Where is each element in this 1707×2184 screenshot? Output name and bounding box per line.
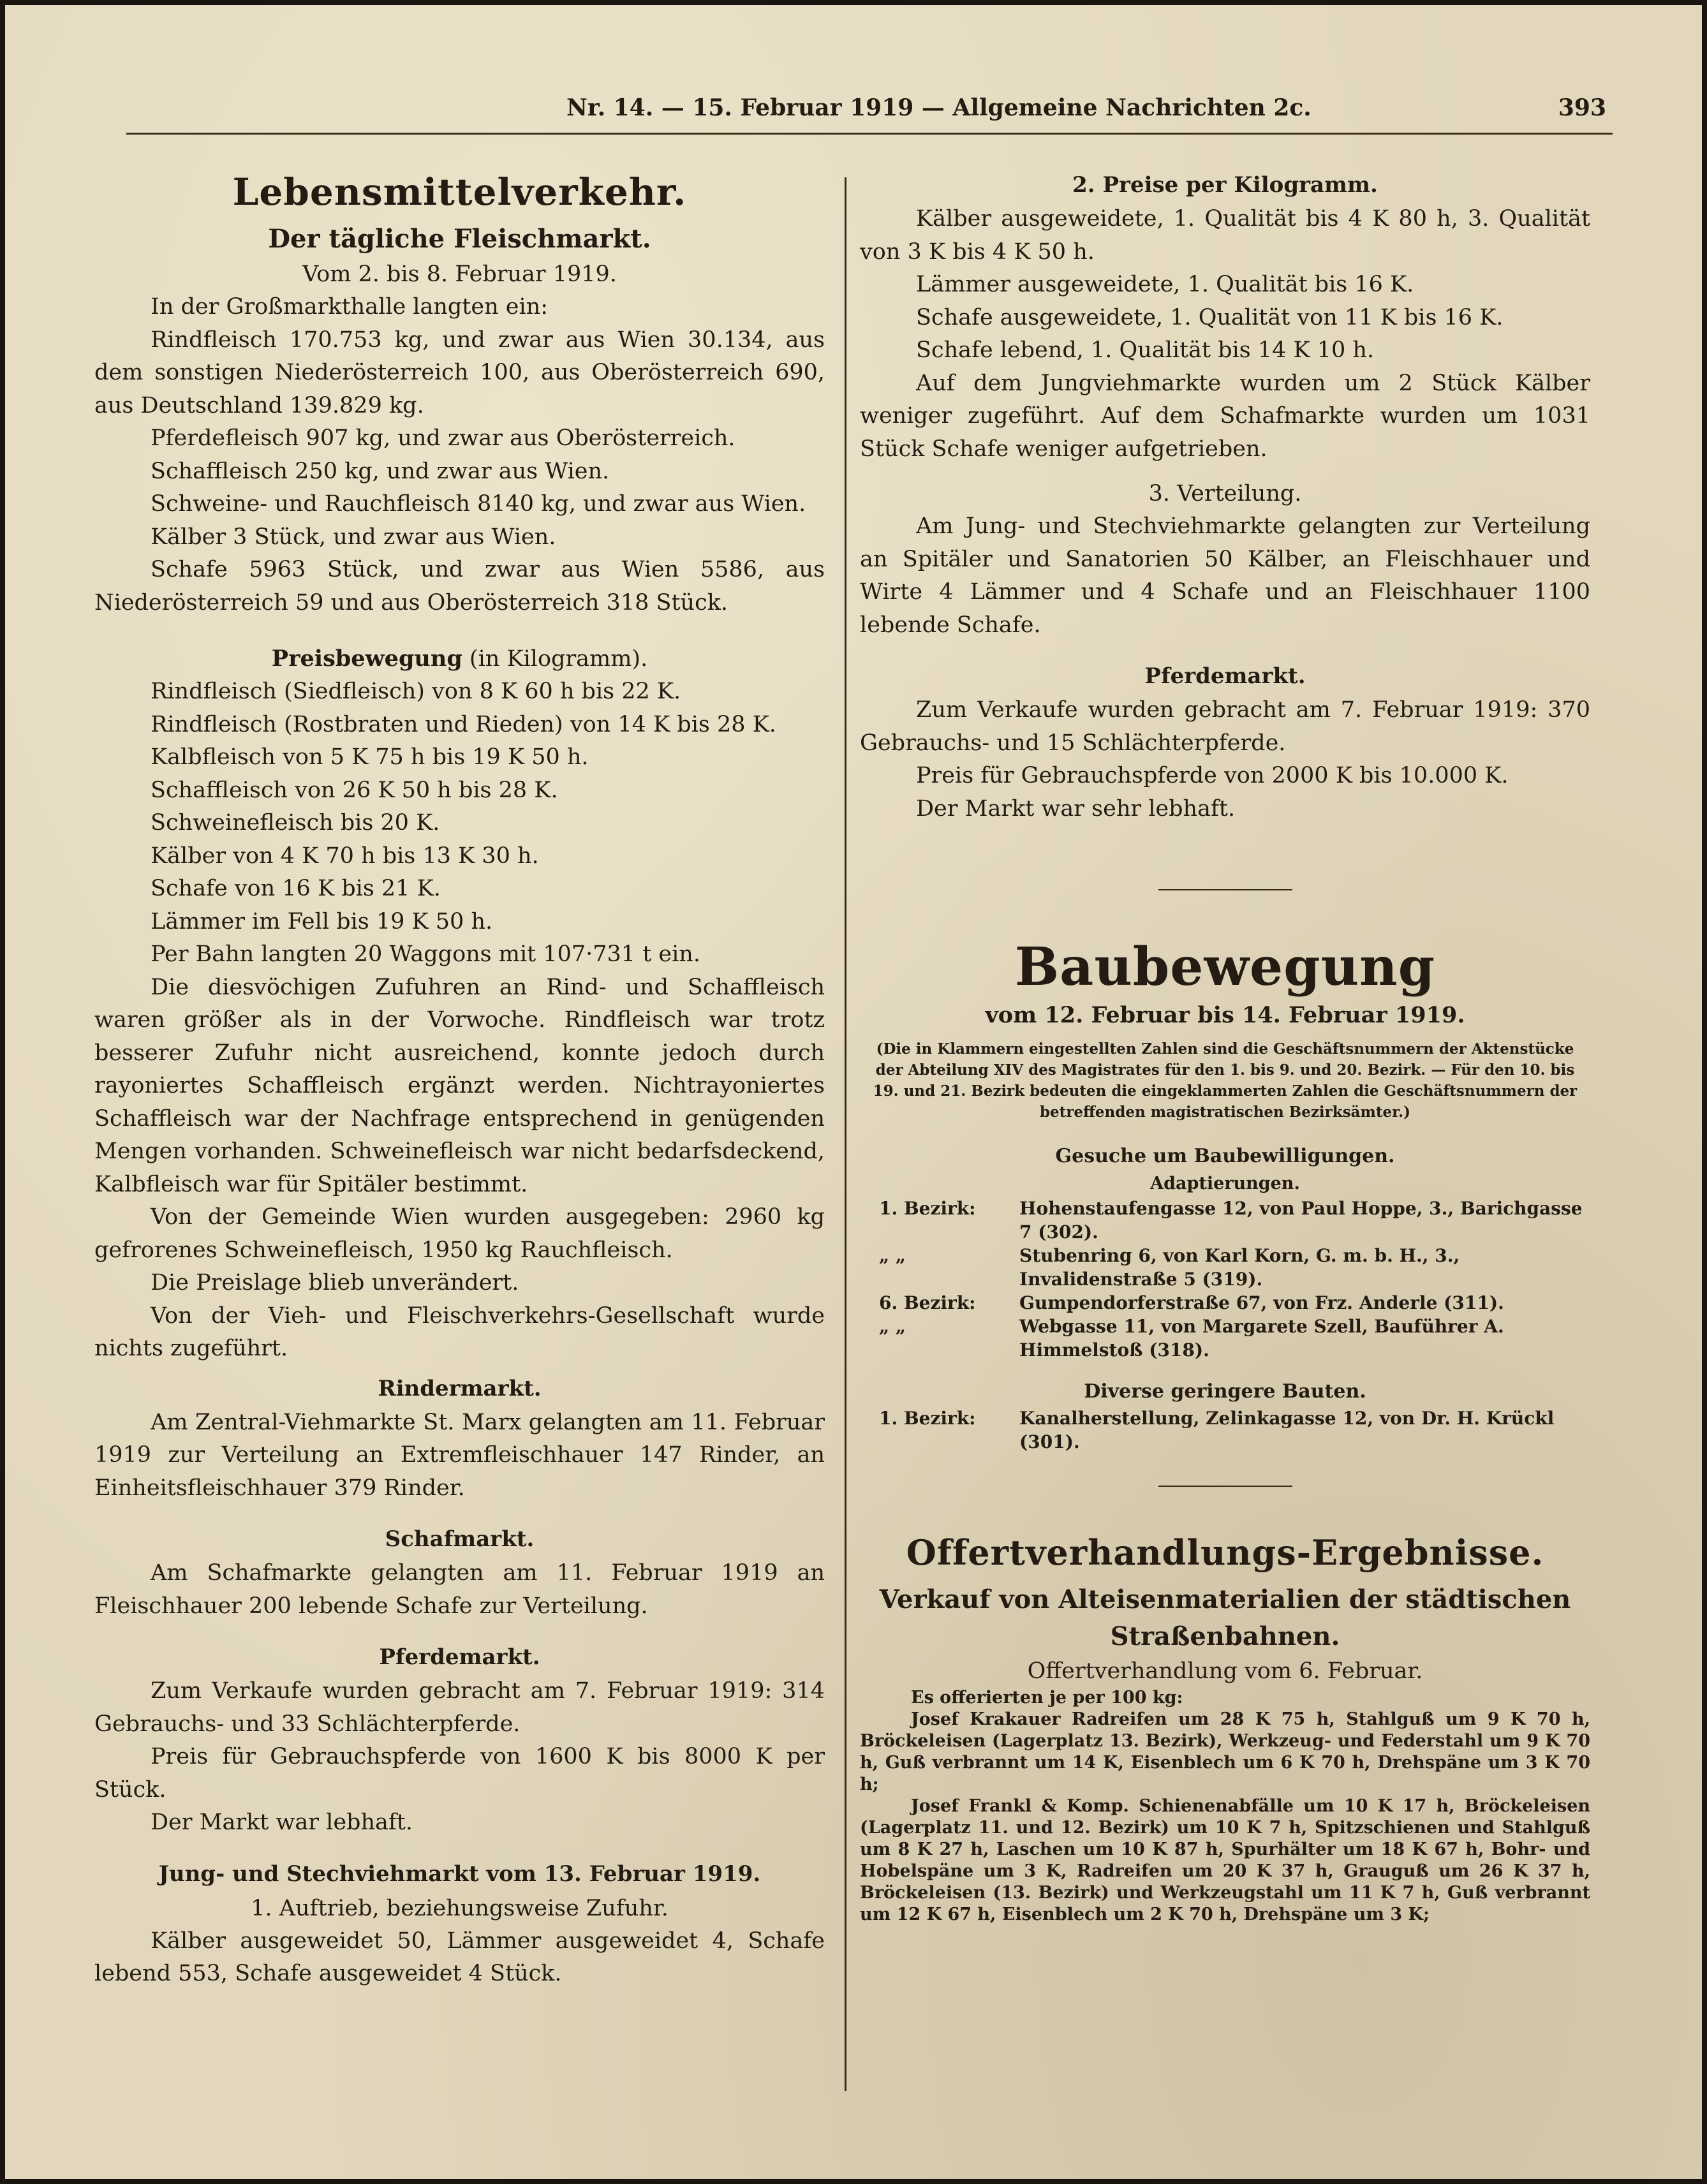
- bau-row: [860, 1244, 1590, 1291]
- section-title-lebensmittel: Lebensmittelverkehr.: [232, 170, 687, 214]
- preis-item: Schweinefleisch bis 20 K.: [151, 810, 440, 836]
- pferdemarkt-right-text: Zum Verkaufe wurden gebracht am 7. Februar 1919: 370 Gebrauchs- und 15 Schlächterpferde.: [860, 697, 1590, 756]
- pferdemarkt-text: Zum Verkaufe wurden gebracht am 7. Februar 1919: 314 Gebrauchs- und 33 Schlächterpferde.: [94, 1678, 825, 1737]
- preis-item: Per Bahn langten 20 Waggons mit 107·731 t ein.: [151, 941, 700, 967]
- pferdemarkt-right-text: Preis für Gebrauchspferde von 2000 K bis 10.000 K.: [916, 763, 1509, 788]
- schafe-text: Schafe 5963 Stück, und zwar aus Wien 5586, aus Niederösterreich 59 und aus Oberösterreich 318 Stück.: [94, 557, 825, 616]
- preis-paragraph: Die diesvöchigen Zufuhren an Rind- und Schaffleisch waren größer als in der Vorwoche. Rindfleisch war trotz besserer Zufuhr nicht ausreichend, konnte jedoch durch rayoniertes Schaffleisch ergänzt werden. Nichtrayoniertes Schaffleisch war der Nachfrage entsprechend in genügenden Mengen vorhanden. Schweinefleisch war nicht bedarfsdeckend, Kalbfleisch war für Spitäler bestimmt.: [94, 974, 825, 1197]
- jungvieh-text: Kälber ausgeweidet 50, Lämmer ausgeweidet 4, Schafe lebend 553, Schafe ausgeweidet 4 Stück.: [94, 1928, 825, 1986]
- bau-row: [860, 1315, 1590, 1362]
- offert-subtitle: Verkauf von Alteisenmaterialien der städtischen Straßenbahnen.: [879, 1584, 1571, 1651]
- preis-item: Kälber von 4 K 70 h bis 13 K 30 h.: [151, 843, 539, 869]
- bau-row-value: Stubenring 6, von Karl Korn, G. m. b. H., 3., Invalidenstraße 5 (319).: [1019, 1245, 1460, 1290]
- pferdemarkt-title: Pferdemarkt.: [379, 1644, 540, 1670]
- rindermarkt-text: Am Zentral-Viehmarkte St. Marx gelangten am 11. Februar 1919 zur Verteilung an Extremfleischhauer 147 Rinder, an Einheitsfleischhauer 379 Rinder.: [94, 1409, 825, 1501]
- bau-row-value: Webgasse 11, von Margarete Szell, Bauführer A. Himmelstoß (318).: [1019, 1316, 1504, 1361]
- preis-item: Rindfleisch (Siedfleisch) von 8 K 60 h bis 22 K.: [151, 679, 681, 704]
- bau-row-value: Kanalherstellung, Zelinkagasse 12, von Dr. H. Krückl (301).: [1019, 1408, 1555, 1452]
- bau-row-key: „ „: [879, 1245, 906, 1266]
- preise-text: Lämmer ausgeweidete, 1. Qualität bis 16 K.: [916, 272, 1414, 297]
- preis-item: Schaffleisch von 26 K 50 h bis 28 K.: [151, 777, 558, 803]
- preise-title: 2. Preise per Kilogramm.: [1072, 172, 1378, 198]
- preis-paragraph: Die Preislage blieb unverändert.: [151, 1270, 519, 1295]
- gesuche-title: Gesuche um Baubewilligungen.: [1055, 1145, 1395, 1167]
- preis-item: Kalbfleisch von 5 K 75 h bis 19 K 50 h.: [151, 744, 589, 770]
- pferdemarkt-text: Der Markt war lebhaft.: [151, 1810, 413, 1835]
- preis-item: Schafe von 16 K bis 21 K.: [151, 876, 441, 901]
- offert-paragraph: Josef Krakauer Radreifen um 28 K 75 h, Stahlguß um 9 K 70 h, Bröckeleisen (Lagerplatz 13. Bezirk), Werkzeug- und Federstahl um 9 K 70 h, Guß verbrannt um 14 K, Eisenblech um 6 K 70 h, Drehspäne um 3 K 70 h;: [860, 1709, 1590, 1794]
- page-number: 393: [1558, 94, 1606, 121]
- bau-row: [860, 1291, 1590, 1315]
- header-rule: [126, 133, 1613, 135]
- preise-text: Kälber ausgeweidete, 1. Qualität bis 4 K 80 h, 3. Qualität von 3 K bis 4 K 50 h.: [860, 206, 1590, 265]
- bau-row-key: 1. Bezirk:: [879, 1198, 976, 1219]
- baubewegung-date: vom 12. Februar bis 14. Februar 1919.: [985, 1002, 1465, 1028]
- schweinefleisch-text: Schweine- und Rauchfleisch 8140 kg, und zwar aus Wien.: [151, 491, 806, 517]
- pferdemarkt-right-title: Pferdemarkt.: [1144, 663, 1306, 689]
- page-header: Nr. 14. — 15. Februar 1919 — Allgemeine Nachrichten 2c.: [566, 94, 1312, 121]
- rindfleisch-text: Rindfleisch 170.753 kg, und zwar aus Wien 30.134, aus dem sonstigen Niederösterreich 100, aus Oberösterreich 690, aus Deutschland 139.829 kg.: [94, 327, 825, 418]
- column-divider: [845, 177, 846, 2091]
- jungvieh-subtitle: 1. Auftrieb, beziehungsweise Zufuhr.: [251, 1895, 669, 1921]
- bau-row-value: Hohenstaufengasse 12, von Paul Hoppe, 3., Barichgasse 7 (302).: [1019, 1198, 1583, 1243]
- bau-row: [860, 1197, 1590, 1244]
- pferdemarkt-right-text: Der Markt war sehr lebhaft.: [916, 795, 1236, 822]
- bau-row: [860, 1406, 1590, 1454]
- adaptierungen-title: Adaptierungen.: [1150, 1174, 1300, 1193]
- jungvieh-title: Jung- und Stechviehmarkt vom 13. Februar 1919.: [158, 1861, 761, 1887]
- offert-title: Offertverhandlungs-Ergebnisse.: [906, 1532, 1544, 1573]
- offert-date: Offertverhandlung vom 6. Februar.: [1027, 1658, 1423, 1684]
- baubewegung-note: (Die in Klammern eingestellten Zahlen sind die Geschäftsnummern der Aktenstücke der Abteilung XIV des Magistrates für den 1. bis 9. und 20. Bezirk. — Für den 10. bis 19. und 21. Bezirk bedeuten die eingeklammerten Zahlen die Geschäftsnummern der betreffenden magistratischen Bezirksämter.): [873, 1040, 1578, 1121]
- verteilung-title: 3. Verteilung.: [1148, 481, 1302, 506]
- preise-text: Schafe lebend, 1. Qualität bis 14 K 10 h.: [916, 337, 1375, 363]
- preis-item: Rindfleisch (Rostbraten und Rieden) von 14 K bis 28 K.: [151, 711, 776, 737]
- offert-paragraph: Josef Frankl & Komp. Schienenabfälle um 10 K 17 h, Bröckeleisen (Lagerplatz 11. und 12. Bezirk) um 10 K 7 h, Spitzschienen und Stahlguß um 8 K 27 h, Laschen um 10 K 87 h, Spurhälter um 18 K 67 h, Bohr- und Hobelspäne um 3 K, Radreifen um 20 K 37 h, Grauguß um 26 K 37 h, Bröckeleisen (13. Bezirk) und Werkzeugstahl um 11 K 7 h, Guß verbrannt um 12 K 67 h, Eisenblech um 2 K 70 h, Drehspäne um 3 K;: [860, 1796, 1590, 1924]
- preisbewegung-bold: Preisbewegung: [271, 646, 462, 672]
- rindermarkt-title: Rindermarkt.: [378, 1375, 542, 1401]
- kaelber-text: Kälber 3 Stück, und zwar aus Wien.: [151, 524, 556, 550]
- bau-row-key: „ „: [879, 1316, 906, 1337]
- preis-paragraph: Von der Vieh- und Fleischverkehrs-Gesellschaft wurde nichts zugeführt.: [94, 1302, 825, 1361]
- pferdefleisch-text: Pferdefleisch 907 kg, und zwar aus Oberösterreich.: [151, 425, 735, 451]
- preise-text: Schafe ausgeweidete, 1. Qualität von 11 K bis 16 K.: [916, 304, 1504, 330]
- schafmarkt-title: Schafmarkt.: [385, 1526, 535, 1552]
- fleischmarkt-date: Vom 2. bis 8. Februar 1919.: [302, 262, 617, 287]
- preis-paragraph: Von der Gemeinde Wien wurden ausgegeben: 2960 kg gefrorenes Schweinefleisch, 1950 kg Rauchfleisch.: [94, 1204, 825, 1263]
- diverse-title: Diverse geringere Bauten.: [1084, 1380, 1366, 1403]
- right-column: [860, 165, 1590, 1926]
- fleischmarkt-title: Der tägliche Fleischmarkt.: [268, 224, 651, 254]
- preis-item: Lämmer im Fell bis 19 K 50 h.: [151, 908, 493, 934]
- preisbewegung-rest: (in Kilogramm).: [462, 646, 648, 672]
- newspaper-page: [5, 5, 1702, 2179]
- preisbewegung-heading: [94, 642, 825, 675]
- schaffleisch-text: Schaffleisch 250 kg, und zwar aus Wien.: [151, 458, 610, 484]
- baubewegung-title: Baubewegung: [1014, 936, 1436, 998]
- verteilung-text: Am Jung- und Stechviehmarkte gelangten zur Verteilung an Spitäler und Sanatorien 50 Kälber, an Fleischhauer und Wirte 4 Lämmer und 4 Schafe und an Fleischhauer 1100 lebende Schafe.: [860, 513, 1590, 638]
- offert-intro: Es offerierten je per 100 kg:: [911, 1688, 1183, 1708]
- bau-row-value: Gumpendorferstraße 67, von Frz. Anderle (311).: [1019, 1292, 1504, 1313]
- pferdemarkt-text: Preis für Gebrauchspferde von 1600 K bis 8000 K per Stück.: [94, 1744, 825, 1803]
- bau-row-key: 6. Bezirk:: [879, 1292, 976, 1313]
- preise-text: Auf dem Jungviehmarkte wurden um 2 Stück Kälber weniger zugeführt. Auf dem Schafmarkte wurden um 1031 Stück Schafe weniger aufgetrieben.: [860, 370, 1590, 462]
- fleischmarkt-intro: In der Großmarkthalle langten ein:: [151, 294, 548, 320]
- left-column: [94, 165, 825, 1991]
- schafmarkt-text: Am Schafmarkte gelangten am 11. Februar 1919 an Fleischhauer 200 lebende Schafe zur Verteilung.: [94, 1560, 825, 1619]
- bau-row-key: 1. Bezirk:: [879, 1408, 976, 1429]
